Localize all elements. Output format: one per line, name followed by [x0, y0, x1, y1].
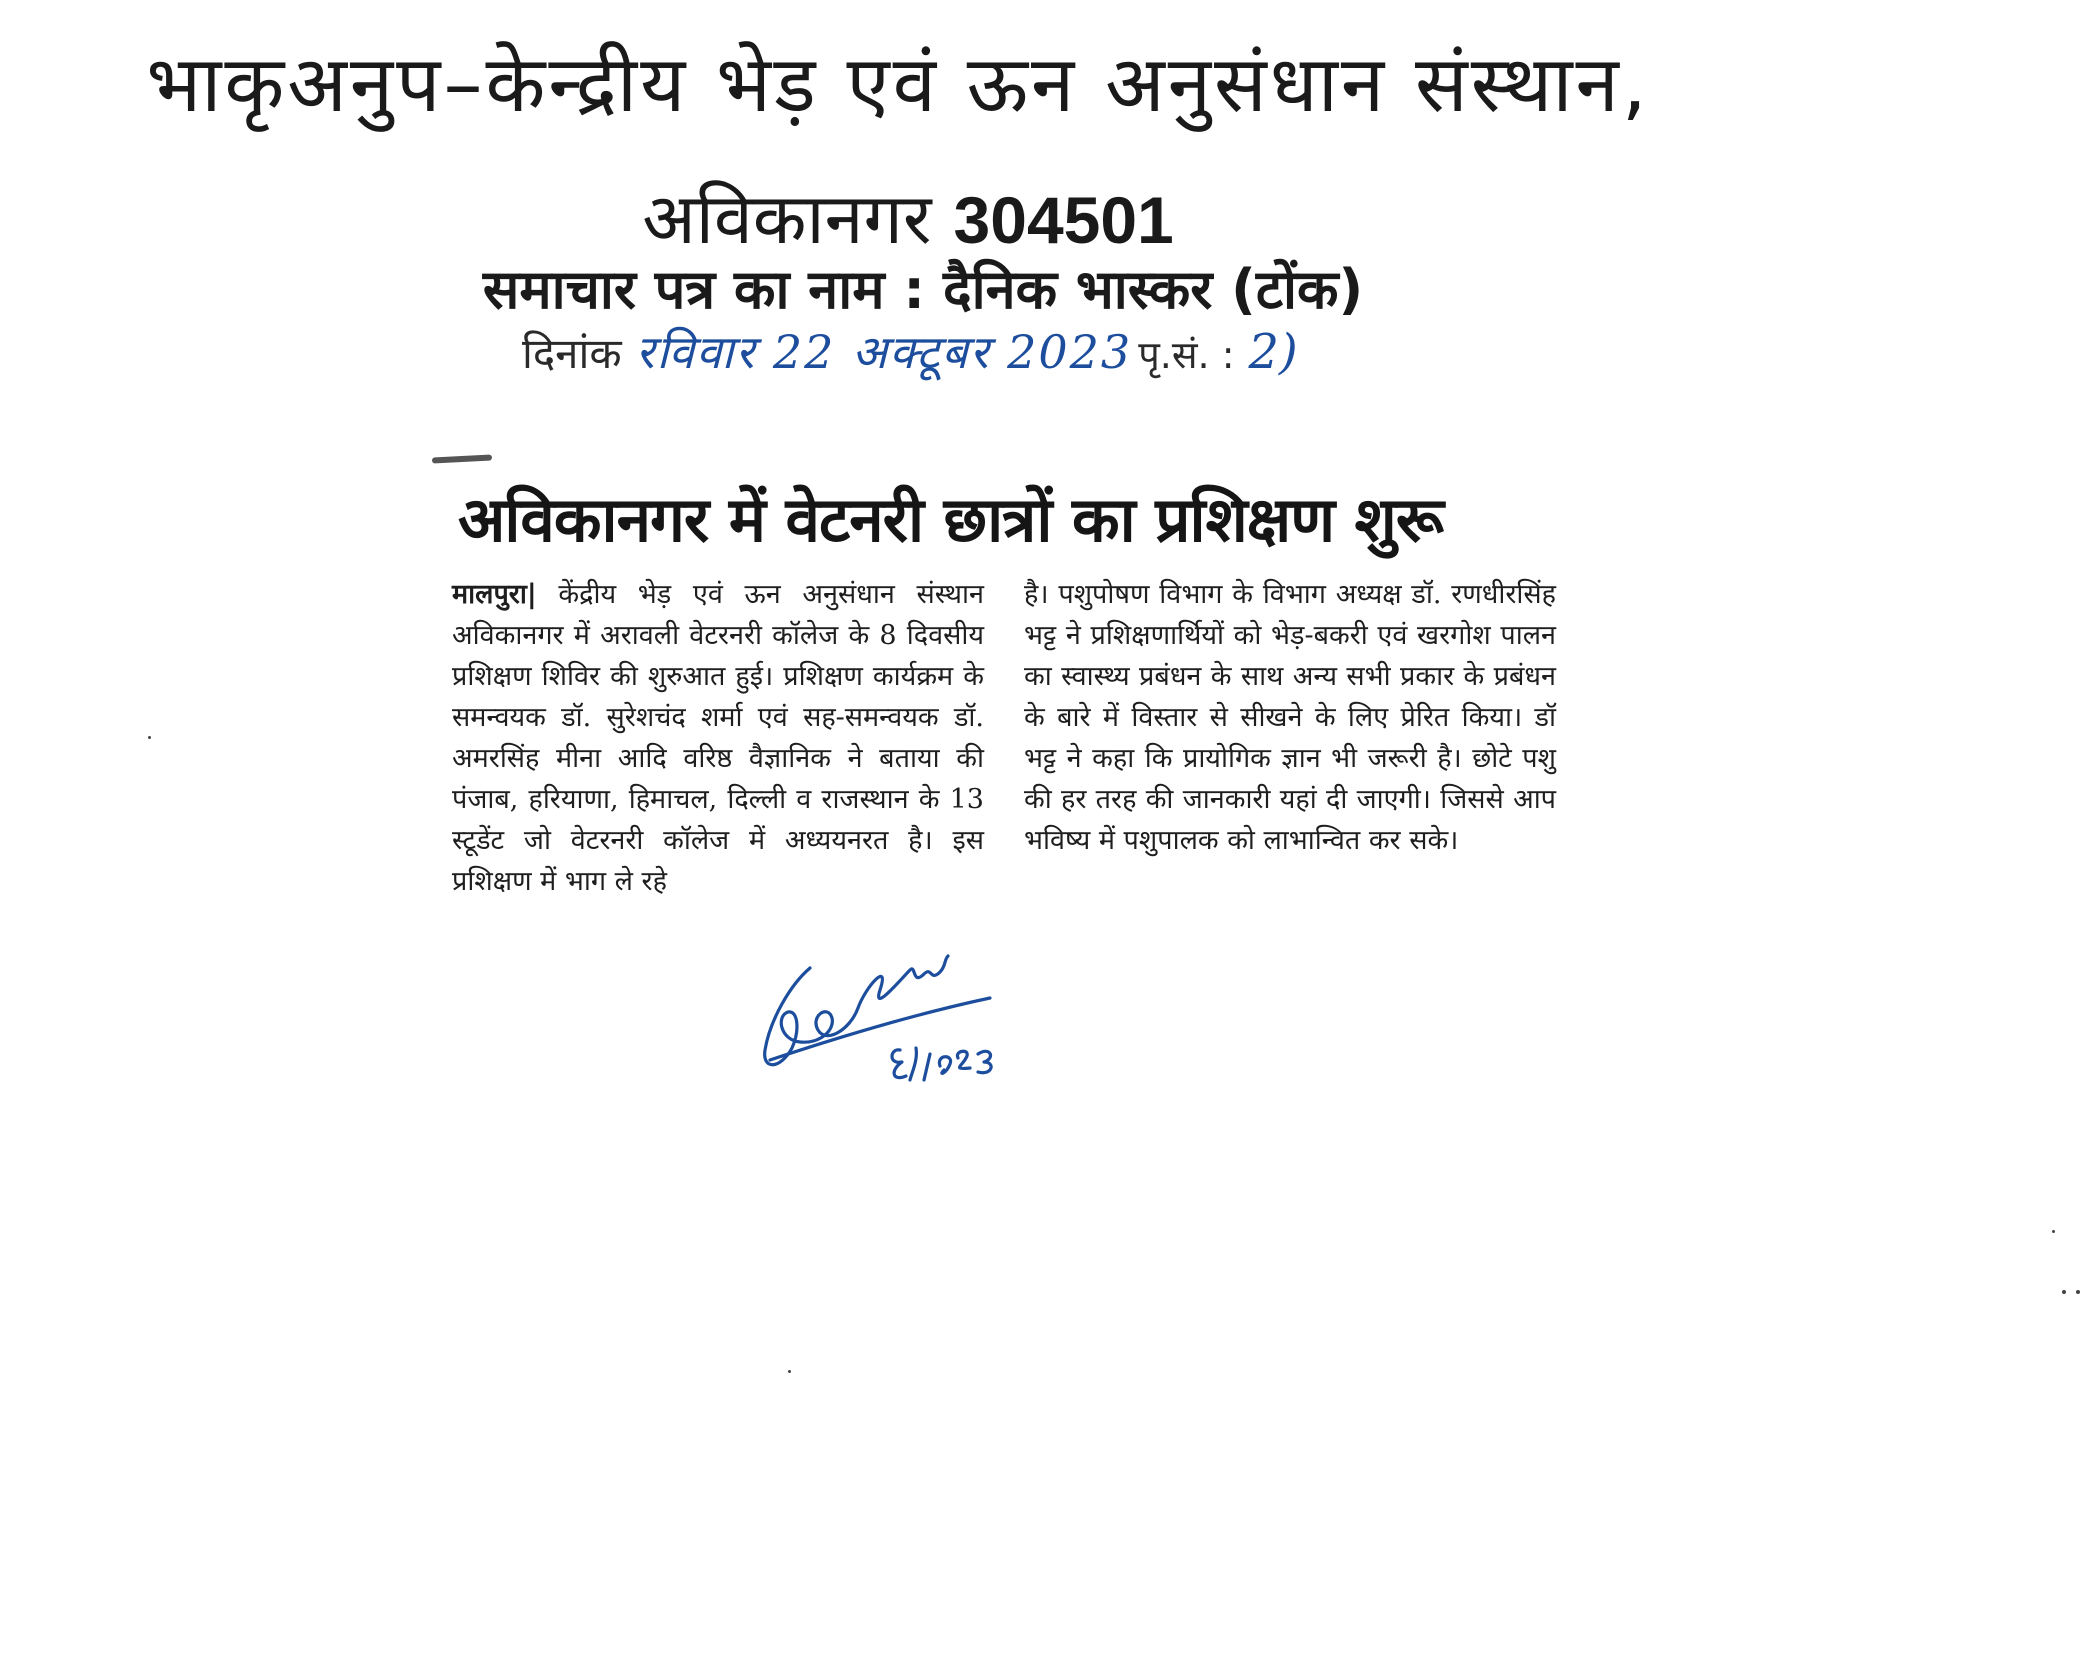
article-dateline: मालपुरा|	[452, 579, 537, 610]
handwritten-signature	[740, 930, 1060, 1130]
newspaper-line	[0, 250, 1971, 324]
location-name: अविकानगर	[642, 178, 932, 260]
pin-code: 304501	[953, 183, 1174, 257]
page-label: पृ.सं. :	[1138, 333, 1235, 377]
scan-speck	[2052, 1230, 2055, 1233]
newspaper-label: समाचार पत्र का नाम :	[482, 258, 925, 321]
institute-name: भाकृअनुप–केन्द्रीय भेड़ एवं ऊन अनुसंधान संस्थान,	[146, 40, 1650, 130]
article-headline: अविकानगर में वेटनरी छात्रों का प्रशिक्षण शुरू	[458, 483, 1443, 556]
handwritten-date: रविवार 22 अक्टूबर 2023	[635, 325, 1133, 379]
scan-speck	[788, 1370, 791, 1373]
clipping-edge-mark	[432, 454, 492, 463]
scan-speck	[2076, 1290, 2080, 1294]
newspaper-clipping	[432, 456, 1594, 896]
article-left-text: केंद्रीय भेड़ एवं ऊन अनुसंधान संस्थान अविकानगर में अरावली वेटरनरी कॉलेज के 8 दिवसीय प्रशिक्षण शिविर की शुरुआत हुई। प्रशिक्षण कार्यक्रम के समन्वयक डॉ. सुरेशचंद शर्मा एवं सह-समन्वयक डॉ. अमरसिंह मीना आदि वरिष्ठ वैज्ञानिक ने बताया की पंजाब, हरियाणा, हिमाचल, दिल्ली व राजस्थान के 13 स्टूडेंट जो वेटरनरी कॉलेज में अध्ययनरत है। इस प्रशिक्षण में भाग ले रहे	[452, 579, 984, 897]
date-label: दिनांक	[522, 329, 622, 378]
signature-date: 25/10/23	[740, 930, 745, 931]
newspaper-name: दैनिक भास्कर (टोंक)	[942, 258, 1364, 321]
scan-speck	[2062, 1290, 2066, 1294]
handwritten-page-number: 2)	[1248, 324, 1298, 380]
article-column-left	[452, 574, 984, 902]
article-column-right: है। पशुपोषण विभाग के विभाग अध्यक्ष डॉ. रणधीरसिंह भट्ट ने प्रशिक्षणार्थियों को भेड़-बकरी एवं खरगोश पालन का स्वास्थ्य प्रबंधन के साथ अन्य सभी प्रकार के प्रबंधन के बारे में विस्तार से सीखने के लिए प्रेरित किया। डॉ भट्ट ने कहा कि प्रायोगिक ज्ञान भी जरूरी है। छोटे पशु की हर तरह की जानकारी यहां दी जाएगी। जिससे आप भविष्य में पशुपालक को लाभान्वित कर सके।	[1024, 579, 1556, 856]
date-line	[522, 320, 1298, 382]
scan-speck	[148, 736, 151, 739]
